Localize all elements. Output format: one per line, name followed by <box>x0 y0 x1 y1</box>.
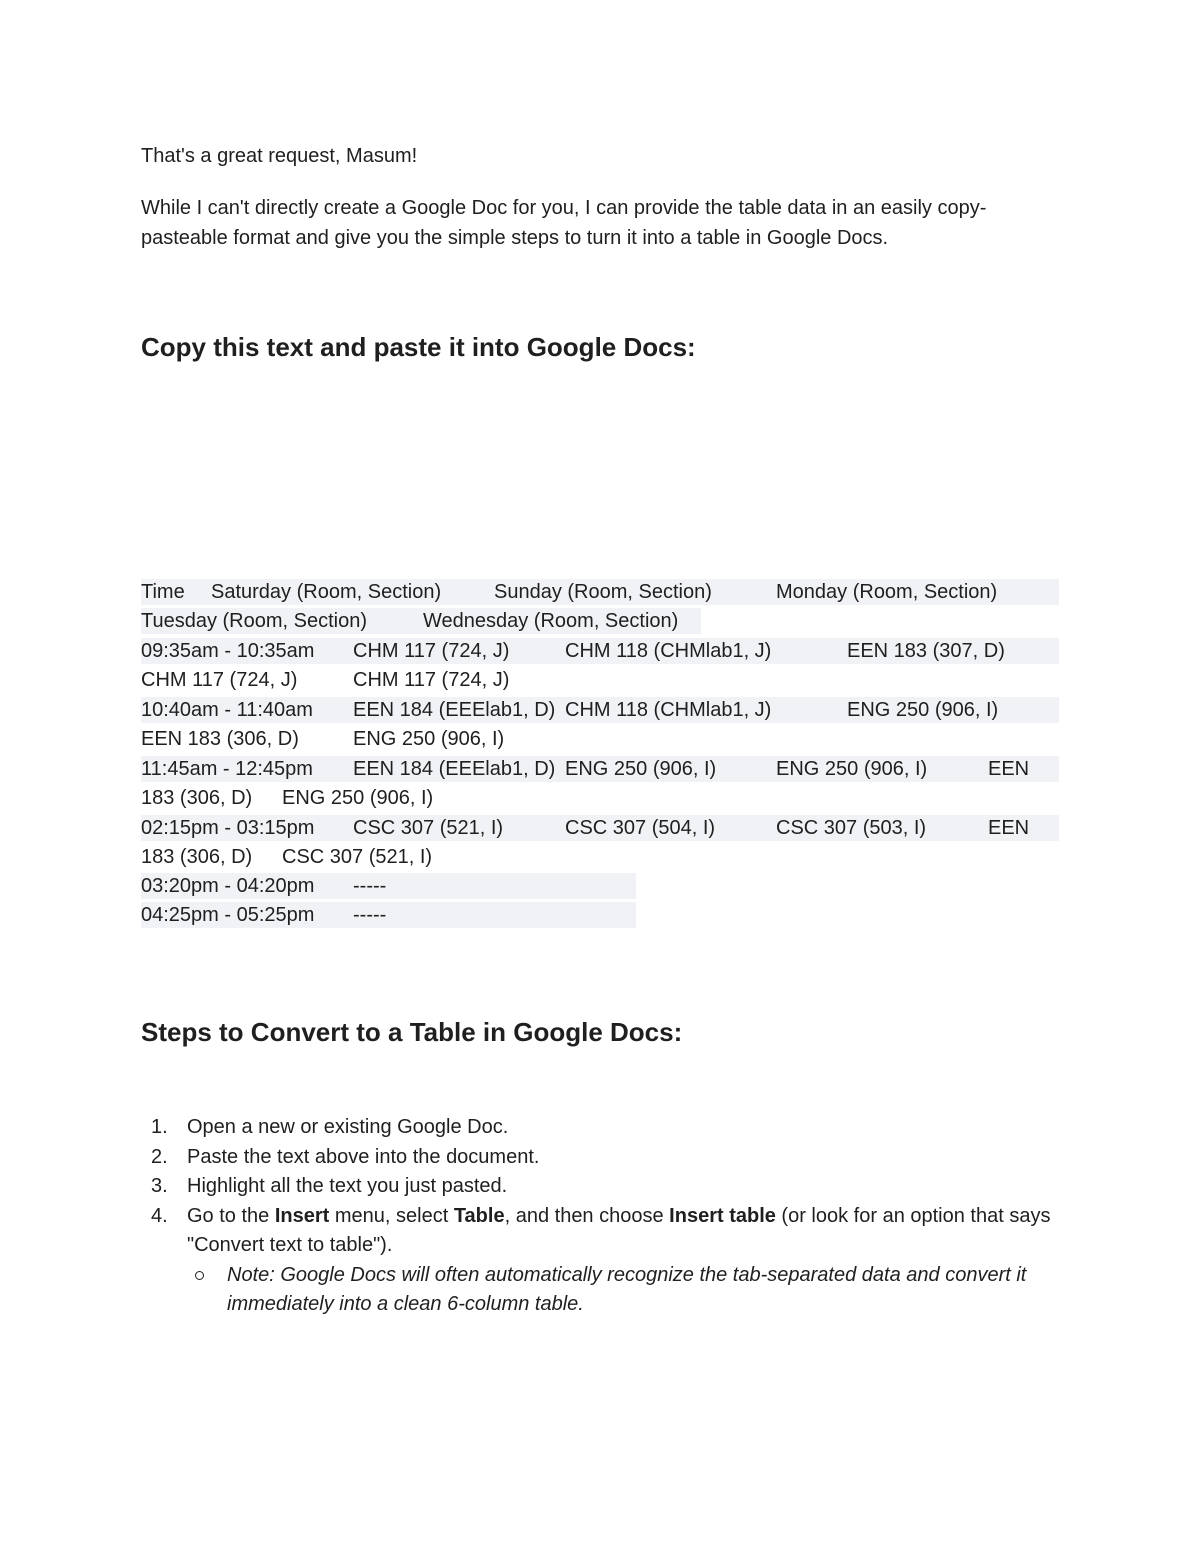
hollow-bullet-icon <box>195 1271 204 1280</box>
header-time: Time <box>141 581 185 603</box>
row-sunday: CHM 118 (CHMlab1, J) <box>565 699 772 721</box>
table-row-continued <box>141 667 701 693</box>
table-row-continued <box>141 844 701 870</box>
step-text-part: Go to the <box>187 1204 275 1227</box>
step-text-part: (or look for an option that says "Convert text to table"). <box>187 1204 1051 1256</box>
table-label: Table <box>453 1204 505 1227</box>
row-time: 04:25pm - 05:25pm <box>141 904 315 926</box>
row-saturday: CHM 117 (724, J) <box>353 640 510 662</box>
table-row <box>141 756 1059 782</box>
list-number: 3. <box>151 1175 168 1197</box>
row-monday: CSC 307 (503, I) <box>776 817 927 839</box>
row-monday: ENG 250 (906, I) <box>847 699 999 721</box>
header-tuesday: Tuesday (Room, Section) <box>141 610 368 632</box>
row-wednesday: CSC 307 (521, I) <box>282 846 433 868</box>
row-time: 02:15pm - 03:15pm <box>141 817 315 839</box>
header-wednesday: Wednesday (Room, Section) <box>423 610 679 632</box>
list-item <box>141 1143 1061 1173</box>
table-header-line-2 <box>141 608 701 634</box>
table-row <box>141 902 636 928</box>
header-sunday: Sunday (Room, Section) <box>494 581 712 603</box>
sub-list-item <box>141 1261 1061 1320</box>
step-text-part: , and then choose <box>504 1204 670 1227</box>
insert-menu-label: Insert <box>274 1204 330 1227</box>
intro-paragraph: While I can't directly create a Google Doc for you, I can provide the table data in an easily copy-pasteable format and give you the simple steps to turn it into a table in Google Docs. <box>141 197 987 249</box>
step-text-part: menu, select <box>329 1204 454 1227</box>
row-saturday: CSC 307 (521, I) <box>353 817 504 839</box>
row-tuesday-rest: 183 (306, D) <box>141 787 253 809</box>
table-row-continued <box>141 726 701 752</box>
table-row-continued <box>141 785 701 811</box>
row-wednesday: CHM 117 (724, J) <box>353 669 510 691</box>
row-wednesday: ENG 250 (906, I) <box>353 728 505 750</box>
row-time: 10:40am - 11:40am <box>141 699 313 721</box>
header-saturday: Saturday (Room, Section) <box>211 581 442 603</box>
table-row <box>141 697 1059 723</box>
step-text: Open a new or existing Google Doc. <box>187 1116 509 1138</box>
row-time: 03:20pm - 04:20pm <box>141 875 315 897</box>
row-saturday: EEN 184 (EEElab1, D) <box>353 758 556 780</box>
row-sunday: CHM 118 (CHMlab1, J) <box>565 640 772 662</box>
row-tuesday-part: EEN <box>988 817 1030 839</box>
table-row <box>141 873 636 899</box>
header-monday: Monday (Room, Section) <box>776 581 998 603</box>
list-number: 4. <box>151 1204 168 1227</box>
row-time: 11:45am - 12:45pm <box>141 758 313 780</box>
note-text: Note: Google Docs will often automatically recognize the tab-separated data and convert it immediately into a clean 6-column table. <box>227 1263 1027 1315</box>
list-item <box>141 1172 1061 1202</box>
row-tuesday-rest: 183 (306, D) <box>141 846 253 868</box>
row-saturday: EEN 184 (EEElab1, D) <box>353 699 556 721</box>
row-value: ----- <box>353 904 387 926</box>
row-value: ----- <box>353 875 387 897</box>
row-monday: ENG 250 (906, I) <box>776 758 928 780</box>
step-text: Paste the text above into the document. <box>187 1145 540 1168</box>
table-row <box>141 815 1059 841</box>
step-text: Highlight all the text you just pasted. <box>187 1175 508 1197</box>
row-sunday: CSC 307 (504, I) <box>565 817 716 839</box>
insert-table-label: Insert table <box>669 1204 776 1227</box>
table-row <box>141 638 1059 664</box>
row-sunday: ENG 250 (906, I) <box>565 758 717 780</box>
steps-list <box>141 1113 1061 1320</box>
list-number: 2. <box>151 1145 168 1168</box>
copy-heading: Copy this text and paste it into Google Docs: <box>141 332 696 362</box>
row-tuesday: EEN 183 (306, D) <box>141 728 299 750</box>
row-wednesday: ENG 250 (906, I) <box>282 787 434 809</box>
row-tuesday-part: EEN <box>988 758 1030 780</box>
list-number: 1. <box>151 1116 168 1138</box>
row-time: 09:35am - 10:35am <box>141 640 315 662</box>
step-text <box>187 1205 1050 1257</box>
steps-heading: Steps to Convert to a Table in Google Docs: <box>141 1017 683 1047</box>
row-tuesday: CHM 117 (724, J) <box>141 669 298 691</box>
greeting-text: That's a great request, Masum! <box>141 145 418 167</box>
table-header-line-1 <box>141 579 1059 605</box>
row-monday: EEN 183 (307, D) <box>847 640 1005 662</box>
list-item <box>141 1113 1061 1143</box>
list-item <box>141 1202 1061 1261</box>
